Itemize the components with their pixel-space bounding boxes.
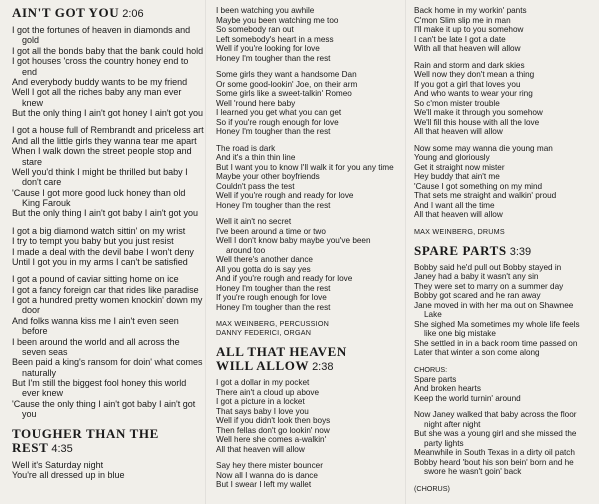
lyric-line: We'll make it through you somehow <box>414 108 543 117</box>
stanza-tougher-2 <box>216 144 396 211</box>
lyric-line: The road is dark <box>216 143 276 153</box>
stanza-tougher-0b <box>216 6 396 63</box>
credit-line: MAX WEINBERG, DRUMS <box>414 226 505 236</box>
lyric-line: I made a deal with the devil babe I won't deny <box>12 246 194 257</box>
stanza-tougher-3 <box>216 217 396 312</box>
column-left <box>12 6 204 487</box>
stanza-heaven-1a <box>216 461 396 490</box>
lyric-line: Jane moved in with her ma out on Shawnee Lake <box>414 300 574 319</box>
lyric-line: I got houses 'cross the country honey end to end <box>12 56 189 77</box>
lyric-line: If you're rough enough for love <box>216 293 327 302</box>
lyric-line: So if you're rough enough for love <box>216 117 339 127</box>
stanza-aint-got-you-1 <box>12 125 204 218</box>
lyric-line: Or some good-lookin' Joe, on their arm <box>216 79 358 89</box>
lyric-line: I try to tempt you baby but you just resist <box>12 236 174 247</box>
stanza-heaven-1b <box>414 6 592 54</box>
lyric-line: Get it straight now mister <box>414 162 505 172</box>
lyric-line: Now all I wanna do is dance <box>216 470 318 480</box>
lyric-line: I got a fancy foreign car that rides like paradise <box>12 284 199 295</box>
song-title-text: AIN'T GOT YOU <box>12 5 120 20</box>
song-title-all-that-heaven <box>216 345 396 374</box>
lyric-line: Well it's Saturday night <box>12 459 104 470</box>
song-title-tougher-than-the-rest <box>12 427 204 456</box>
lyric-line: She settled in in a back room time passed on <box>414 338 578 348</box>
chorus-label: CHORUS: <box>414 364 448 374</box>
lyric-line: And everybody buddy wants to be my friend <box>12 76 188 87</box>
lyric-line: I got a house full of Rembrandt and priceless art <box>12 125 204 136</box>
lyric-line: 'Cause the only thing I ain't got baby I ain't got you <box>12 398 196 420</box>
column-middle <box>216 6 396 497</box>
lyric-line: And folks wanna kiss me I ain't even seen before <box>12 315 179 337</box>
lyric-line: Bobby said he'd pull out Bobby stayed in <box>414 262 562 272</box>
lyric-line: Until I got you in my arms I can't be satisfied <box>12 256 188 267</box>
credits-heaven <box>414 227 592 236</box>
lyric-line: Bobby heard 'bout his son bein' born and he swore he wasn't goin' back <box>414 457 574 476</box>
lyric-line: I got the fortunes of heaven in diamonds and gold <box>12 25 191 46</box>
page-fold-left <box>205 0 206 504</box>
lyric-line: 'Cause I got something on my mind <box>414 181 543 191</box>
lyric-line: Meanwhile in South Texas in a dirty oil patch <box>414 448 575 457</box>
lyric-line: Later that winter a son come along <box>414 348 540 357</box>
credit-line: DANNY FEDERICI, ORGAN <box>216 328 312 337</box>
lyric-line: Well if you're looking for love <box>216 44 320 53</box>
lyric-line: Well I got all the riches baby any man ever knew <box>12 87 182 108</box>
lyric-line: Well if you're rough and ready for love <box>216 191 354 200</box>
lyric-line: Some girls like a sweet-talkin' Romeo <box>216 89 352 98</box>
stanza-aint-got-you-2 <box>12 226 204 268</box>
lyric-line: I'll make it up to you somehow <box>414 25 524 34</box>
lyric-line: With all that heaven will allow <box>414 44 521 53</box>
lyric-line: I've been around a time or two <box>216 226 326 236</box>
lyric-line: Keep the world turnin' around <box>414 393 521 403</box>
lyric-line: When I walk down the street people stop and stare <box>12 146 192 167</box>
lyric-line: But I swear I left my wallet <box>216 480 312 489</box>
lyric-line: Hey buddy that ain't me <box>414 172 500 181</box>
lyric-line: Then fellas don't go lookin' now <box>216 425 330 435</box>
lyric-line: Honey I'm tougher than the rest <box>216 127 331 136</box>
song-title-text: WILL ALLOW <box>216 358 310 373</box>
lyric-line: Well here she comes a-walkin' <box>216 435 327 444</box>
stanza-spare-parts-0 <box>414 263 592 358</box>
lyric-line: Maybe your other boyfriends <box>216 172 320 181</box>
lyric-line: Rain and storm and dark skies <box>414 60 525 70</box>
song-duration: 2:38 <box>312 361 334 373</box>
lyric-line: Honey I'm tougher than the rest <box>216 53 331 63</box>
lyric-line: Well now they don't mean a thing <box>414 70 535 79</box>
lyric-line: You're all dressed up in blue <box>12 469 125 480</box>
lyric-line: Well if you didn't look then boys <box>216 416 331 425</box>
lyric-line: Say hey there mister bouncer <box>216 461 323 470</box>
stanza-aint-got-you-0 <box>12 25 204 118</box>
lyric-line: I got a picture in a locket <box>216 397 305 406</box>
lyric-line: And it's a thin thin line <box>216 153 296 162</box>
lyric-line: All that heaven will allow <box>216 444 305 454</box>
lyric-line: But I'm still the biggest fool honey this world ever knew <box>12 378 187 399</box>
credit-line: MAX WEINBERG, PERCUSSION <box>216 319 330 328</box>
lyric-line: If you got a girl that loves you <box>414 79 521 89</box>
stanza-heaven-3 <box>414 144 592 220</box>
lyric-line: That sets me straight and walkin' proud <box>414 191 557 200</box>
lyric-line: I been around the world and all across the seven seas <box>12 336 180 357</box>
lyric-line: All you gotta do is say yes <box>216 264 311 274</box>
lyric-line: I can't be late I got a date <box>414 34 506 44</box>
lyric-line: Spare parts <box>414 374 457 384</box>
lyric-line: All that heaven will allow <box>414 210 503 219</box>
lyric-line: That says baby I love you <box>216 406 309 416</box>
lyric-line: I got a big diamond watch sittin' on my wrist <box>12 225 186 236</box>
stanza-tougher-1 <box>216 70 396 137</box>
stanza-heaven-2 <box>414 61 592 137</box>
lyric-line: C'mon Slim slip me in man <box>414 15 511 25</box>
stanza-tougher-0a <box>12 460 204 481</box>
lyric-line: Well there's another dance <box>216 255 313 264</box>
lyric-line: Honey I'm tougher than the rest <box>216 283 331 293</box>
lyric-line: Well you'd think I might be thrilled but baby I don't care <box>12 166 188 188</box>
lyric-line: And broken hearts <box>414 384 481 393</box>
lyric-line: I got all the bonds baby that the bank could hold <box>12 45 204 56</box>
lyric-line: Honey I'm tougher than the rest <box>216 200 331 210</box>
lyric-line: Left somebody's heart in a mess <box>216 34 334 44</box>
lyric-line: And all the little girls they wanna tear me apart <box>12 135 197 146</box>
lyric-line: All that heaven will allow <box>414 127 503 136</box>
lyric-line: Bobby got scared and he ran away <box>414 291 541 300</box>
lyric-line: I got a dollar in my pocket <box>216 378 310 387</box>
lyric-line: But the only thing I ain't got honey I ain't got you <box>12 108 204 118</box>
lyric-line: I learned you get what you can get <box>216 108 342 117</box>
song-title-text: ALL THAT HEAVEN <box>216 344 347 359</box>
song-title-text: TOUGHER THAN THE REST <box>12 425 159 455</box>
song-duration: 3:39 <box>509 245 532 258</box>
lyric-line: Maybe you been watching me too <box>216 15 339 25</box>
lyric-line: She sighed Ma sometimes my whole life feels like one big mistake <box>414 319 580 338</box>
song-title-text: SPARE PARTS <box>414 242 507 258</box>
lyric-line: There ain't a cloud up above <box>216 387 320 397</box>
stanza-aint-got-you-3 <box>12 274 204 419</box>
lyric-line: Been paid a king's ransom for doin' what comes naturally <box>12 357 203 378</box>
lyric-line: And who wants to wear your ring <box>414 89 533 98</box>
lyric-line: So somebody ran out <box>216 25 294 34</box>
lyric-line: 'Cause I got more good luck honey than old King Farouk <box>12 187 186 208</box>
song-title-spare-parts <box>414 244 592 259</box>
lyric-line: But the only thing I ain't got baby I ain't got you <box>12 208 199 219</box>
lyric-line: I got a hundred pretty women knockin' down my door <box>12 295 203 316</box>
song-duration: 2:06 <box>122 8 144 20</box>
lyric-line: Well I don't know baby maybe you've been around too <box>216 236 371 255</box>
song-duration: 4:35 <box>51 442 73 455</box>
stanza-spare-parts-after-0 <box>414 410 592 477</box>
lyric-line: Honey I'm tougher than the rest <box>216 302 331 312</box>
lyric-line: Some girls they want a handsome Dan <box>216 70 357 79</box>
lyric-line: Young and gloriously <box>414 153 490 162</box>
lyric-line: And I want all the time <box>414 200 495 210</box>
lyric-line: I been watching you awhile <box>216 6 315 15</box>
lyric-line: So c'mon mister trouble <box>414 98 500 108</box>
page-fold-right <box>405 0 406 504</box>
lyric-line: I got a pound of caviar sitting home on ice <box>12 274 179 285</box>
song-title-aint-got-you <box>12 6 204 21</box>
lyric-line: And if you're rough and ready for love <box>216 274 353 283</box>
chorus-marker: (CHORUS) <box>414 483 450 493</box>
credits-tougher <box>216 319 396 337</box>
lyric-line: But she was a young girl and she missed the party lights <box>414 429 577 448</box>
lyric-line: Well 'round here baby <box>216 98 296 108</box>
column-right <box>414 6 592 494</box>
stanza-heaven-0 <box>216 378 396 454</box>
lyric-line: But I want you to know I'll walk it for you any time <box>216 162 394 172</box>
lyric-line: Back home in my workin' pants <box>414 6 527 15</box>
lyric-line: Now Janey walked that baby across the floor night after night <box>414 410 577 429</box>
lyric-line: Well it ain't no secret <box>216 217 292 226</box>
lyric-line: We'll fill this house with all the love <box>414 117 540 127</box>
lyric-line: Now some may wanna die young man <box>414 143 553 153</box>
lyric-line: Couldn't pass the test <box>216 181 295 191</box>
lyric-line: They were set to marry on a summer day <box>414 281 564 291</box>
lyric-line: Janey had a baby it wasn't any sin <box>414 272 539 281</box>
chorus-block <box>414 365 592 404</box>
